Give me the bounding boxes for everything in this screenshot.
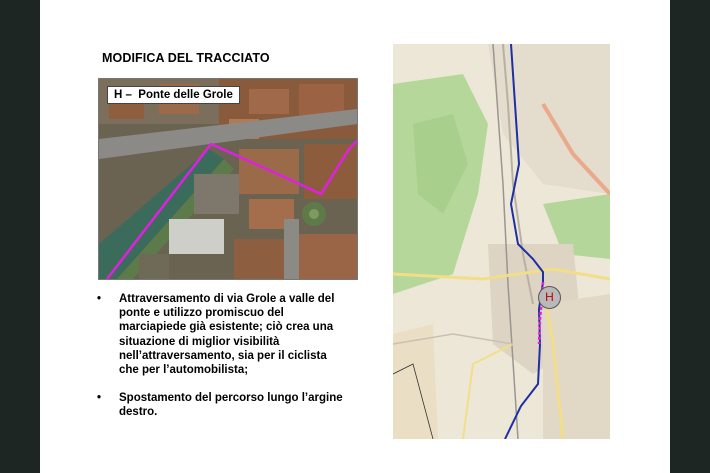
bullet-text: Spostamento del percorso lungo l’argine destro. (119, 392, 343, 419)
aerial-photo (98, 78, 358, 280)
photo-label: H – Ponte delle Grole (107, 86, 240, 104)
map-marker-h: H (538, 286, 561, 309)
bullet-text: Attraversamento di via Grole a valle del ponte e utilizzo promiscuo del marciapiede già esistente; ciò crea una situazione di miglior visibilità nell’attraversamento, sia per il ciclista che per l’automobilista; (119, 293, 335, 377)
route-map-image (393, 44, 610, 439)
bullet-item (97, 292, 347, 377)
bullet-marker: • (97, 293, 102, 305)
aerial-photo-image (99, 79, 357, 279)
slide (40, 0, 670, 473)
bullet-list (97, 292, 347, 434)
slide-title: MODIFICA DEL TRACCIATO (102, 51, 270, 65)
route-map (393, 44, 610, 439)
bullet-marker: • (97, 392, 102, 405)
bullet-item (97, 391, 347, 419)
